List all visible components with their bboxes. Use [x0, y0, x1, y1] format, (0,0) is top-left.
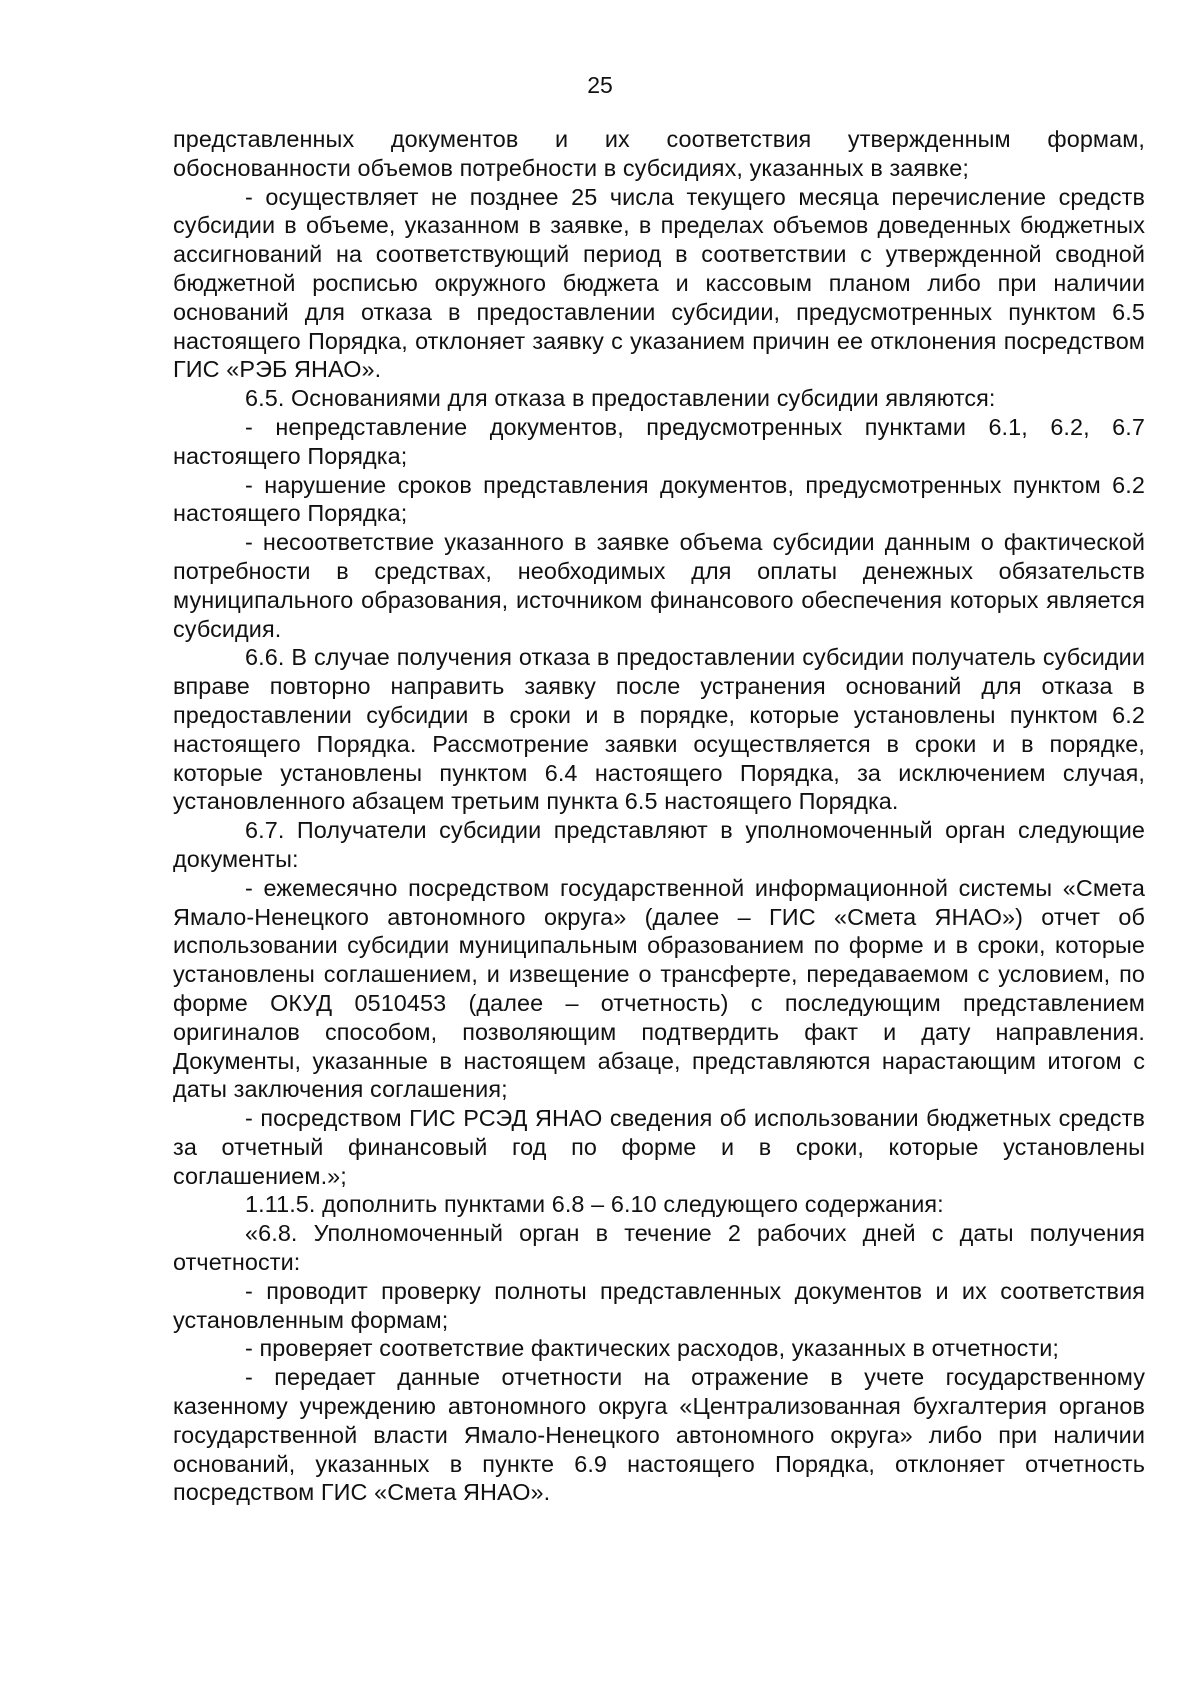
paragraph-6-8-heading: «6.8. Уполномоченный орган в течение 2 рабочих дней с даты получения отчетности:: [173, 1220, 1145, 1276]
document-body: [173, 125, 1145, 1507]
paragraph-6-7-item-1: - ежемесячно посредством государственной информационной системы «Смета Ямало-Ненецкого автономного округа» (далее – ГИС «Смета ЯНАО») отчет об использовании субсидии муниципальным образованием по форме и в сроки, которые установлены соглашением, и извещение о трансферте, передаваемом с условием, по форме ОКУД 0510453 (далее – отчетность) с последующим представлением оригиналов способом, позволяющим подтвердить факт и дату направления. Документы, указанные в настоящем абзаце, представляются нарастающим итогом с даты заключения соглашения;: [173, 874, 1145, 1103]
paragraph-6-7-item-2: - посредством ГИС РСЭД ЯНАО сведения об использовании бюджетных средств за отчетный финансовый год по форме и в сроки, которые установлены соглашением.»;: [173, 1105, 1145, 1189]
paragraph-continuation: представленных документов и их соответствия утвержденным формам, обоснованности объемов потребности в субсидиях, указанных в заявке;: [173, 126, 1145, 181]
paragraph-1-11-5: 1.11.5. дополнить пунктами 6.8 – 6.10 следующего содержания:: [245, 1191, 944, 1218]
paragraph-transfer-subsidy: - осуществляет не позднее 25 числа текущего месяца перечисление средств субсидии в объеме, указанном в заявке, в пределах объемов доведенных бюджетных ассигнований на соответствующий период в соответствии с утвержденной сводной бюджетной росписью окружного бюджета и кассовым планом либо при наличии оснований для отказа в предоставлении субсидии, предусмотренных пунктом 6.5 настоящего Порядка, отклоняет заявку с указанием причин ее отклонения посредством ГИС «РЭБ ЯНАО».: [173, 183, 1145, 383]
paragraph-6-5-item-2: - нарушение сроков представления документов, предусмотренных пунктом 6.2 настоящего Порядка;: [173, 471, 1145, 527]
paragraph-6-8-item-2: - проверяет соответствие фактических расходов, указанных в отчетности;: [245, 1335, 1059, 1362]
paragraph-6-5-item-1: - непредставление документов, предусмотренных пунктами 6.1, 6.2, 6.7 настоящего Порядка;: [173, 413, 1145, 469]
paragraph-6-5-heading: 6.5. Основаниями для отказа в предоставлении субсидии являются:: [245, 385, 996, 412]
paragraph-6-7-heading: 6.7. Получатели субсидии представляют в уполномоченный орган следующие документы:: [173, 817, 1145, 872]
paragraph-6-5-item-3: - несоответствие указанного в заявке объема субсидии данным о фактической потребности в средствах, необходимых для оплаты денежных обязательств муниципального образования, источником финансового обеспечения которых является субсидия.: [173, 529, 1145, 642]
paragraph-6-8-item-3: - передает данные отчетности на отражение в учете государственному казенному учреждению автономного округа «Централизованная бухгалтерия органов государственной власти Ямало-Ненецкого автономного округа» либо при наличии оснований, указанных в пункте 6.9 настоящего Порядка, отклоняет отчетность посредством ГИС «Смета ЯНАО».: [173, 1364, 1145, 1506]
page-number: 25: [587, 72, 613, 98]
paragraph-6-8-item-1: - проводит проверку полноты представленных документов и их соответствия установленным формам;: [173, 1277, 1145, 1333]
paragraph-6-6: 6.6. В случае получения отказа в предоставлении субсидии получатель субсидии вправе повторно направить заявку после устранения оснований для отказа в предоставлении субсидии в сроки и в порядке, которые установлены пунктом 6.2 настоящего Порядка. Рассмотрение заявки осуществляется в сроки и в порядке, которые установлены пунктом 6.4 настоящего Порядка, за исключением случая, установленного абзацем третьим пункта 6.5 настоящего Порядка.: [173, 644, 1145, 815]
